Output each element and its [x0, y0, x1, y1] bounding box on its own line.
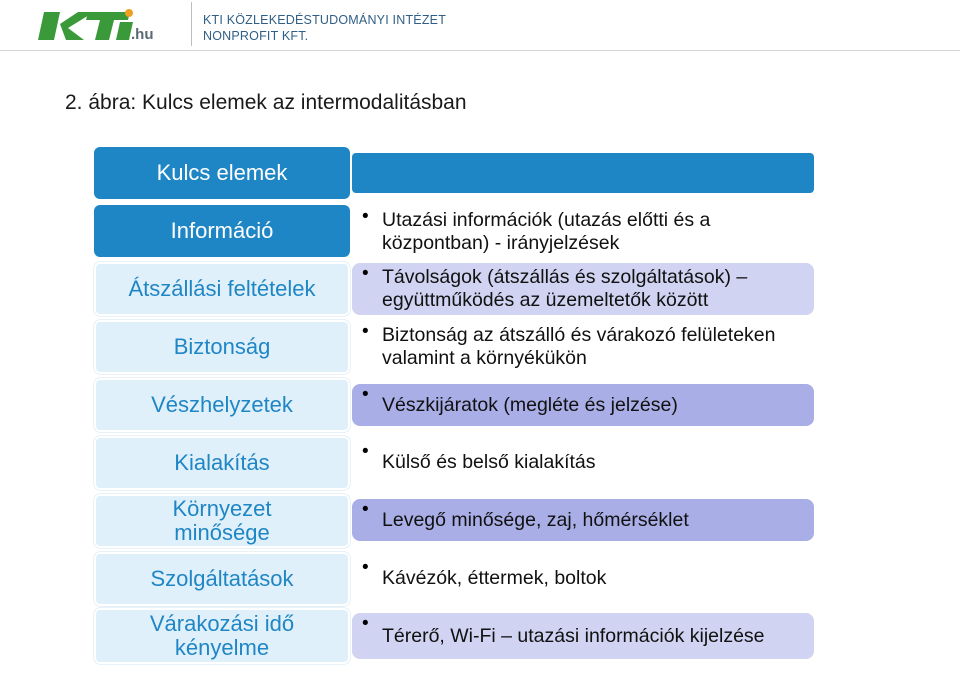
left-box-kialakitas — [94, 436, 350, 490]
bullet-icon: • — [362, 441, 369, 462]
left-box-informacio — [94, 205, 350, 257]
left-box-veszhelyzetek — [94, 378, 350, 432]
left-box-label: Környezet minősége — [172, 496, 272, 545]
left-box-label: Szolgáltatások — [150, 566, 294, 591]
left-box-label: Átszállási feltételek — [128, 276, 316, 301]
left-box-label: Kulcs elemek — [156, 160, 288, 185]
right-box-text: Vészkijáratok (megléte és jelzése) — [382, 393, 678, 416]
left-box-atszallasi-feltetelek — [94, 262, 350, 316]
right-box-kornyezet-minosege — [352, 499, 814, 541]
right-box-text: Távolságok (átszállás és szolgáltatások) – együttműködés az üzemeltetők között — [382, 266, 748, 311]
header-divider — [191, 2, 192, 46]
bullet-icon: • — [362, 263, 369, 284]
bullet-icon: • — [362, 557, 369, 578]
left-box-label: Várakozási idő kényelme — [149, 611, 295, 660]
left-box-label: Információ — [170, 218, 274, 243]
right-box-varakozasi-ido — [352, 613, 814, 659]
right-box-atszallasi-feltetelek — [352, 263, 814, 315]
page-header — [0, 0, 960, 50]
institute-line-2: NONPROFIT KFT. — [203, 29, 309, 43]
right-box-text: Utazási információk (utazás előtti és a központban) - irányjelzések — [382, 209, 711, 254]
institute-name — [203, 12, 446, 44]
right-box-text: Levegő minősége, zaj, hőmérséklet — [382, 508, 689, 531]
left-box-label: Kialakítás — [174, 450, 270, 475]
bullet-icon: • — [362, 613, 369, 634]
right-box-text: Biztonság az átszálló és várakozó felületeken valamint a környékükön — [382, 324, 776, 369]
left-box-varakozasi-ido — [94, 608, 350, 664]
left-box-kornyezet-minosege — [94, 494, 350, 548]
bullet-icon: • — [362, 384, 369, 405]
institute-line-1: KTI KÖZLEKEDÉSTUDOMÁNYI INTÉZET — [203, 13, 447, 27]
right-box-szolgaltatasok — [352, 557, 814, 599]
right-box-informacio — [352, 206, 814, 258]
right-header-bar — [352, 153, 814, 193]
left-box-kulcs-elemek — [94, 147, 350, 199]
figure-title: 2. ábra: Kulcs elemek az intermodalitásban — [65, 91, 467, 114]
logo-domain: .hu — [131, 26, 154, 43]
left-box-label: Vészhelyzetek — [151, 392, 293, 417]
header-rule — [0, 50, 960, 51]
bullet-icon: • — [362, 321, 369, 342]
bullet-icon: • — [362, 206, 369, 227]
right-box-text: Térerő, Wi-Fi – utazási információk kijelzése — [382, 624, 765, 647]
bullet-icon: • — [362, 499, 369, 520]
right-box-veszhelyzetek — [352, 384, 814, 426]
right-box-text: Külső és belső kialakítás — [382, 450, 596, 473]
right-box-kialakitas — [352, 441, 814, 483]
left-box-label: Biztonság — [173, 334, 271, 359]
right-box-text: Kávézók, éttermek, boltok — [382, 566, 607, 589]
left-box-biztonsag — [94, 320, 350, 374]
left-box-szolgaltatasok — [94, 552, 350, 606]
right-box-biztonsag — [352, 321, 814, 373]
